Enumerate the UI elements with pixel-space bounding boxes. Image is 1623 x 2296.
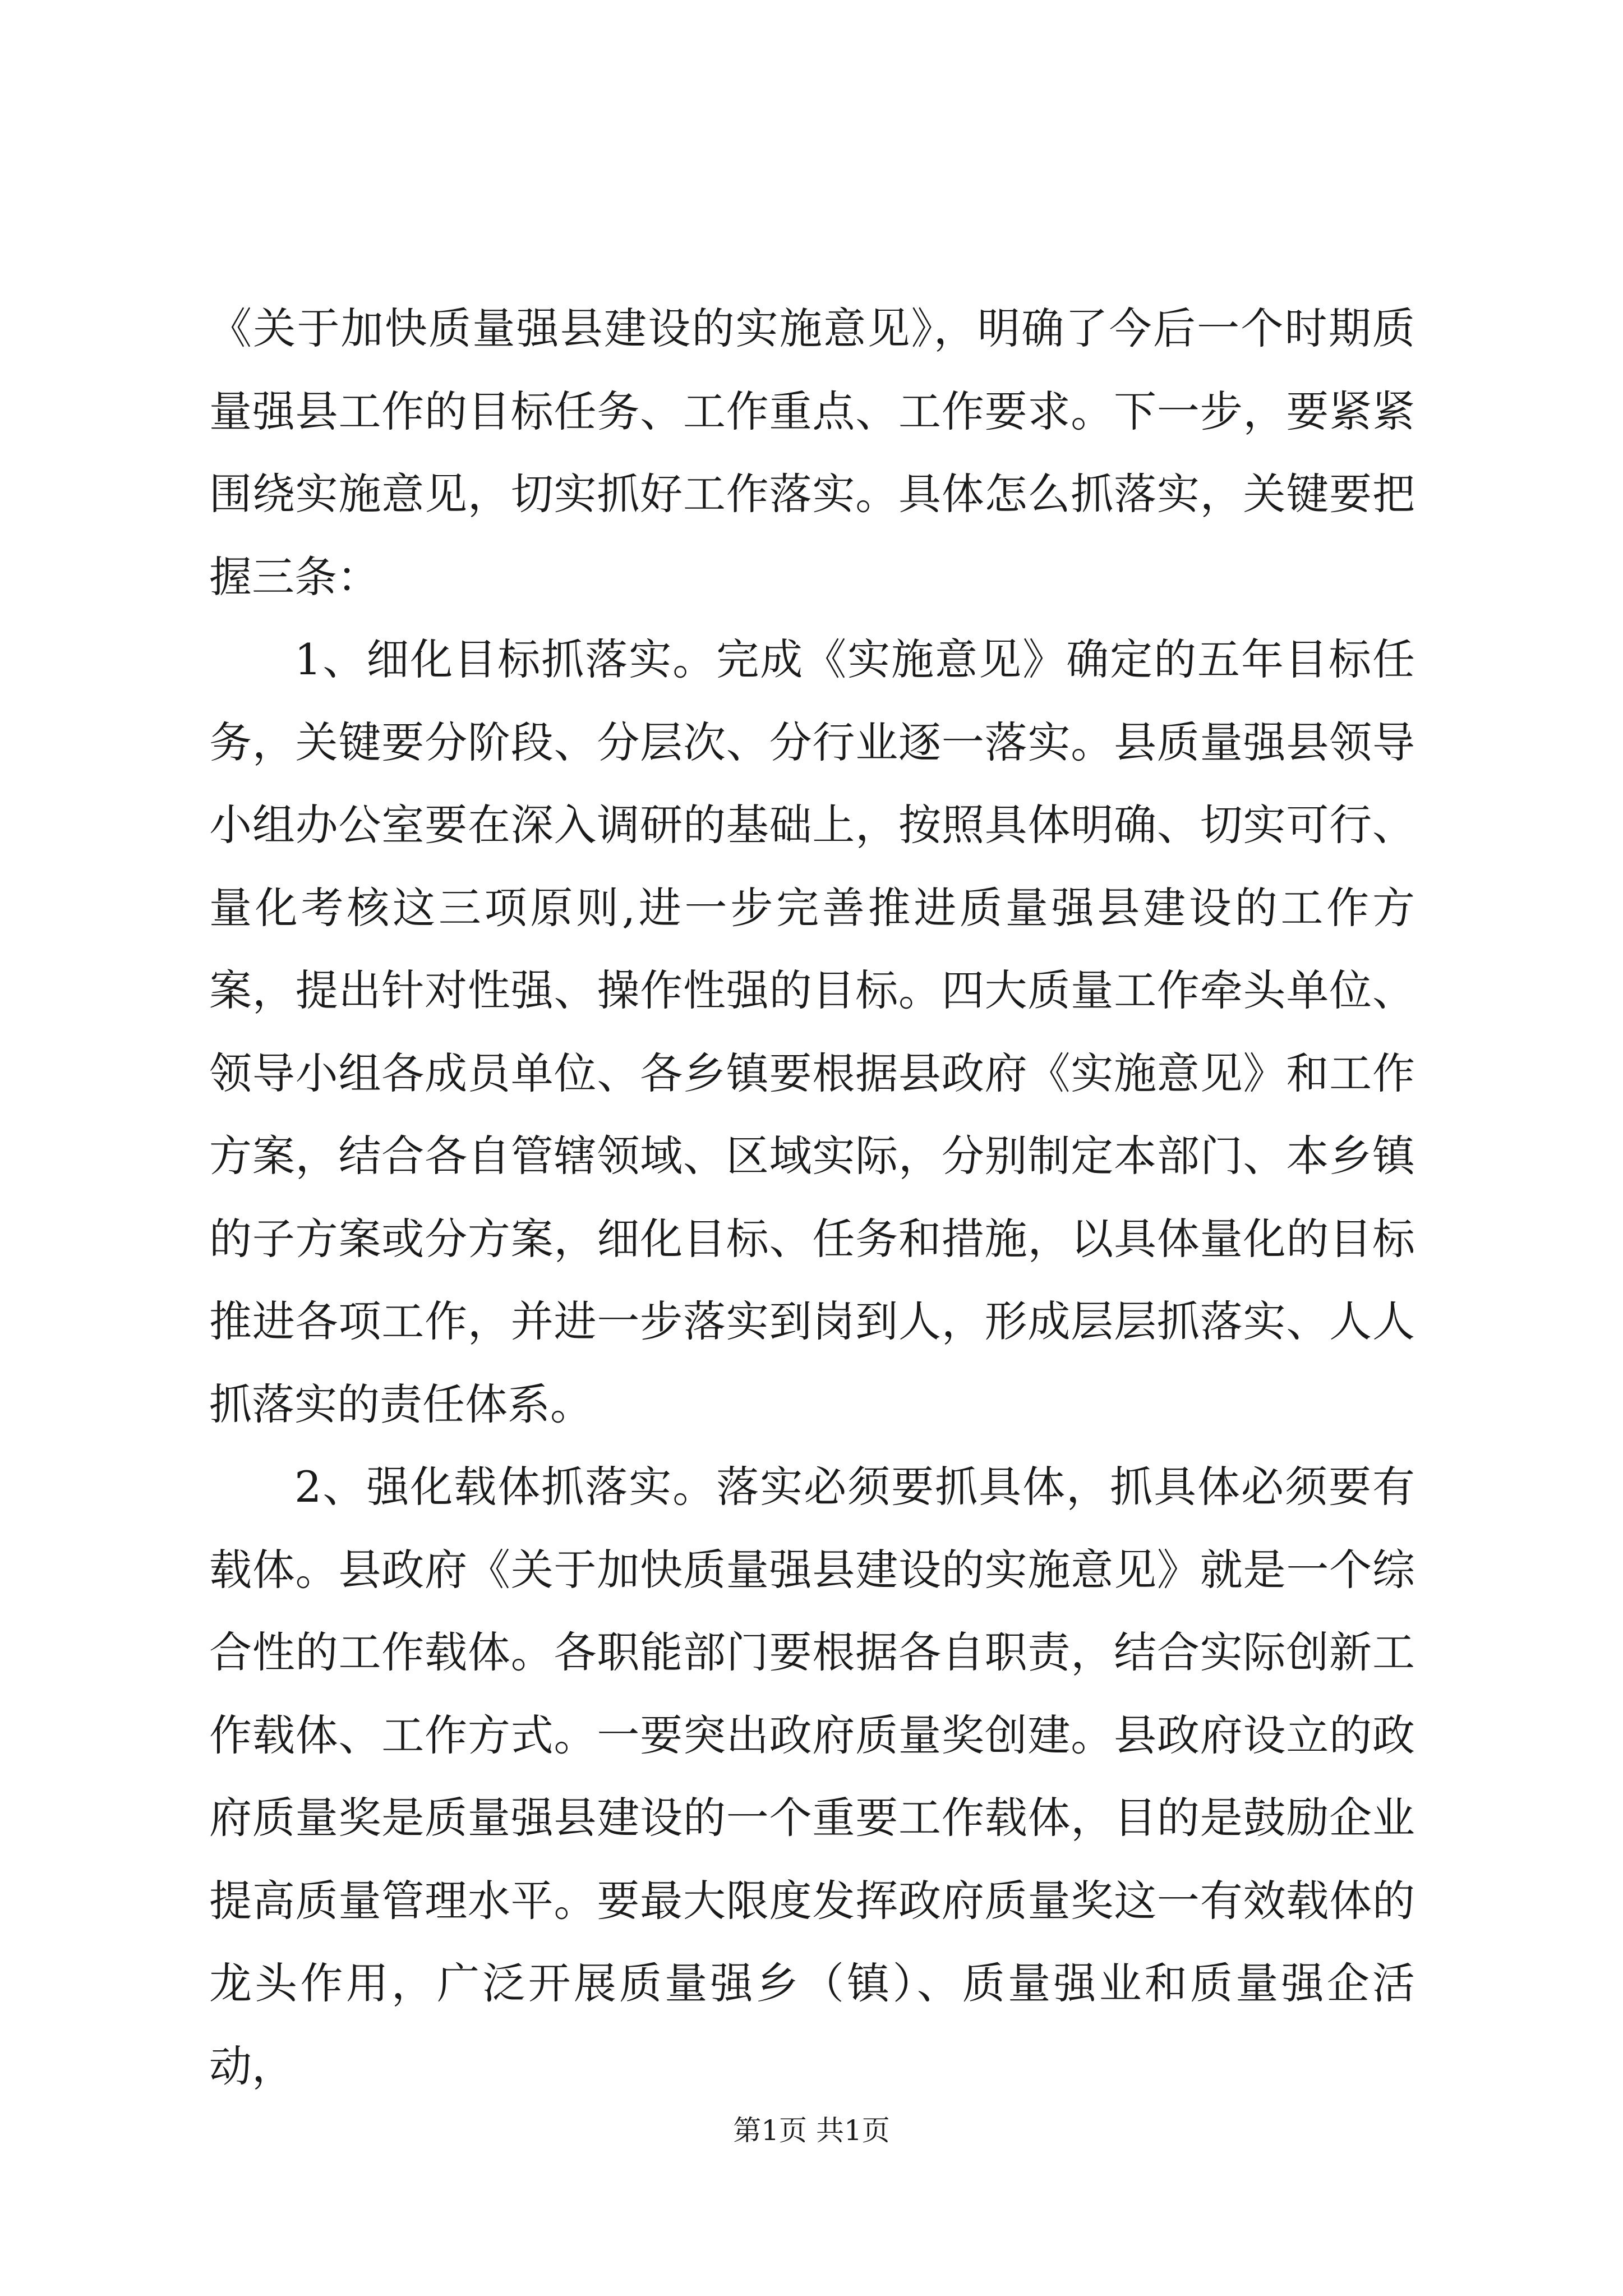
paragraph-refine-targets: 1、细化目标抓落实。完成《实施意见》确定的五年目标任务，关键要分阶段、分层次、分行业逐一落实。县质量强县领导小组办公室要在深入调研的基础上，按照具体明确、切实可行、量化考核这三项原则,进一步完善推进质量强县建设的工作方案，提出针对性强、操作性强的目标。四大质量工作牵头单位、领导小组各成员单位、各乡镇要根据县政府《实施意见》和工作方案，结合各自管辖领域、区域实际，分别制定本部门、本乡镇的子方案或分方案，细化目标、任务和措施，以具体量化的目标推进各项工作，并进一步落实到岗到人，形成层层抓落实、人人抓落实的责任体系。 bbox=[209, 634, 1415, 1429]
paragraph-strengthen-carriers: 2、强化载体抓落实。落实必须要抓具体，抓具体必须要有载体。县政府《关于加快质量强县建设的实施意见》就是一个综合性的工作载体。各职能部门要根据各自职责，结合实际创新工作载体、工作方式。一要突出政府质量奖创建。县政府设立的政府质量奖是质量强县建设的一个重要工作载体，目的是鼓励企业提高质量管理水平。要最大限度发挥政府质量奖这一有效载体的龙头作用，广泛开展质量强乡（镇）、质量强业和质量强企活动， bbox=[209, 1462, 1415, 2091]
document-body bbox=[209, 287, 1415, 2108]
paragraph-intro: 《关于加快质量强县建设的实施意见》，明确了今后一个时期质量强县工作的目标任务、工作重点、工作要求。下一步，要紧紧围绕实施意见，切实抓好工作落实。具体怎么抓落实，关键要把握三条： bbox=[209, 303, 1415, 602]
page-footer: 第1页 共1页 bbox=[733, 2114, 890, 2147]
